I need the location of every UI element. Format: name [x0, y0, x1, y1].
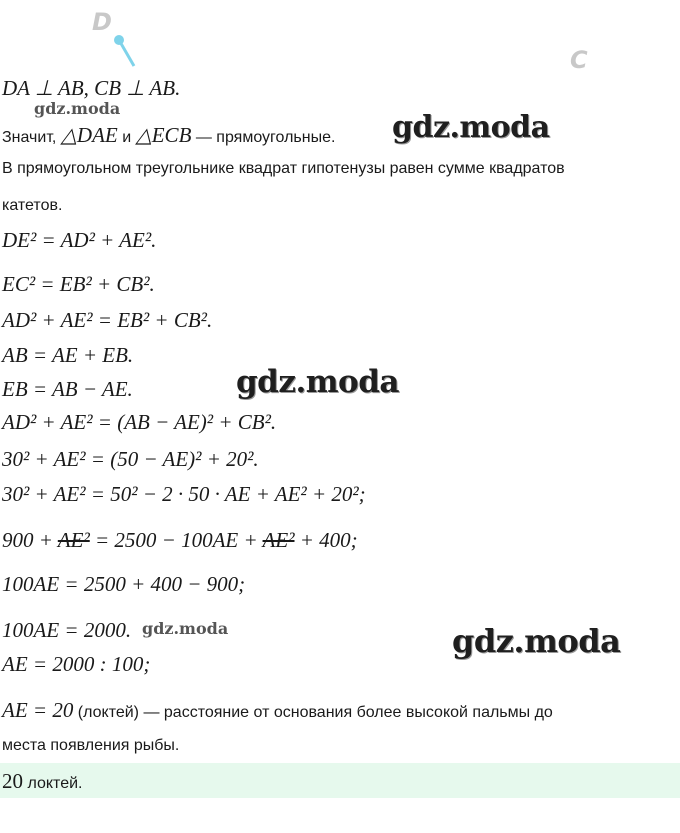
line-perpendicular: DA ⊥ AB, CB ⊥ AB. — [2, 76, 181, 100]
equation-ab: AB = AE + EB. — [2, 343, 134, 367]
equation-100ae-sum: 100AE = 2500 + 400 − 900; — [2, 572, 246, 596]
equation-eb: EB = AB − AE. — [2, 377, 133, 401]
watermark-small-1: gdz.moda — [34, 99, 121, 118]
answer-unit: локтей. — [23, 775, 83, 792]
equation-expanded: 30² + AE² = 50² − 2 · 50 · AE + AE² + 20²; — [2, 482, 366, 506]
line-result-cont: места появления рыбы. — [2, 737, 180, 754]
equation-numeric: 30² + AE² = (50 − AE)² + 20². — [2, 447, 259, 471]
equation-de: DE² = AD² + AE². — [2, 228, 157, 252]
answer-value: 20 — [2, 769, 23, 793]
point-label-d: D — [92, 8, 112, 36]
watermark-3: gdz.moda — [452, 622, 621, 660]
watermark-small-2: gdz.moda — [142, 619, 229, 638]
line-pythagoras-statement-cont: катетов. — [2, 197, 63, 214]
equation-equal-hyp: AD² + AE² = EB² + CB². — [2, 308, 213, 332]
answer-box — [0, 763, 680, 798]
palm-figure — [110, 32, 140, 72]
equation-100ae: 100AE = 2000. — [2, 618, 132, 642]
watermark-1: gdz.moda — [392, 110, 550, 145]
line-pythagoras-statement: В прямоугольном треугольнике квадрат гипотенузы равен сумме квадратов — [2, 160, 565, 177]
equation-substituted: AD² + AE² = (AB − AE)² + CB². — [2, 410, 277, 434]
equation-ec: EC² = EB² + CB². — [2, 272, 155, 296]
watermark-2: gdz.moda — [236, 364, 399, 400]
equation-division: AE = 2000 : 100; — [2, 652, 151, 676]
line-right-triangles: Значит, △DAE и △ECB — прямоугольные. — [2, 123, 336, 147]
equation-cancelled: 900 + AE² = 2500 − 100AE + AE² + 400; — [2, 528, 358, 552]
point-label-c: C — [570, 46, 588, 74]
line-result: AE = 20 (локтей) — расстояние от основания более высокой пальмы до — [2, 698, 553, 722]
